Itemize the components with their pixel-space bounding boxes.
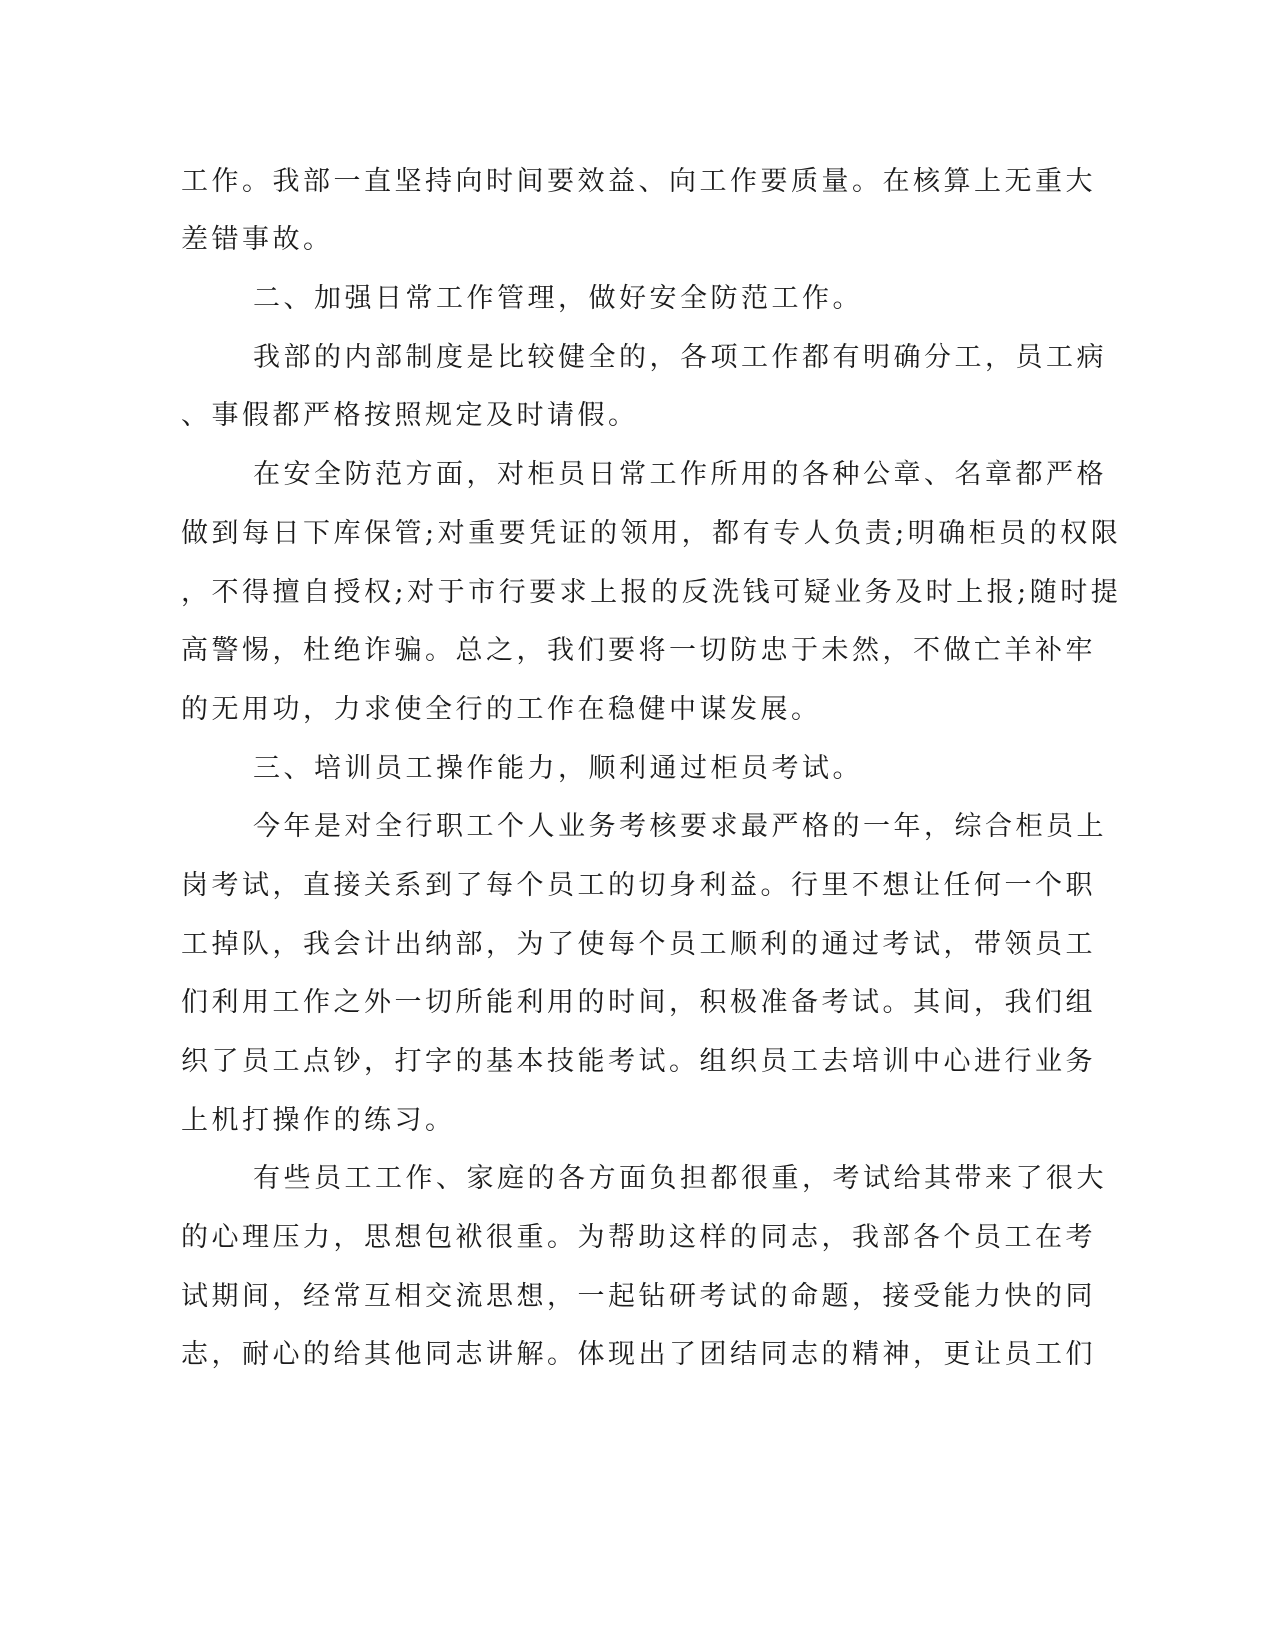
text-line: 我部的内部制度是比较健全的，各项工作都有明确分工，员工病: [253, 342, 1107, 373]
text-line: 志，耐心的给其他同志讲解。体现出了团结同志的精神，更让员工们: [181, 1339, 1096, 1370]
text-line: 今年是对全行职工个人业务考核要求最严格的一年，综合柜员上: [253, 811, 1107, 842]
text-line: 在安全防范方面，对柜员日常工作所用的各种公章、名章都严格: [253, 459, 1107, 490]
section-heading: 二、加强日常工作管理，做好安全防范工作。: [253, 283, 863, 314]
text-line: 有些员工工作、家庭的各方面负担都很重，考试给其带来了很大: [253, 1163, 1107, 1194]
text-line: 、事假都严格按照规定及时请假。: [181, 400, 639, 431]
section-heading: 三、培训员工操作能力，顺利通过柜员考试。: [253, 753, 863, 784]
text-line: 的心理压力，思想包袱很重。为帮助这样的同志，我部各个员工在考: [181, 1222, 1096, 1253]
text-line: 们利用工作之外一切所能利用的时间，积极准备考试。其间，我们组: [181, 987, 1096, 1018]
text-line: 工作。我部一直坚持向时间要效益、向工作要质量。在核算上无重大: [181, 166, 1096, 197]
text-line: 差错事故。: [181, 224, 334, 255]
text-line: 上机打操作的练习。: [181, 1105, 456, 1136]
text-line: 织了员工点钞，打字的基本技能考试。组织员工去培训中心进行业务: [181, 1046, 1096, 1077]
text-line: ，不得擅自授权;对于市行要求上报的反洗钱可疑业务及时上报;随时提: [181, 577, 1122, 608]
text-line: 试期间，经常互相交流思想，一起钻研考试的命题，接受能力快的同: [181, 1281, 1096, 1312]
text-line: 岗考试，直接关系到了每个员工的切身利益。行里不想让任何一个职: [181, 870, 1096, 901]
text-line: 的无用功，力求使全行的工作在稳健中谋发展。: [181, 694, 822, 725]
text-line: 工掉队，我会计出纳部，为了使每个员工顺利的通过考试，带领员工: [181, 929, 1096, 960]
text-line: 高警惕，杜绝诈骗。总之，我们要将一切防忠于未然，不做亡羊补牢: [181, 635, 1096, 666]
text-line: 做到每日下库保管;对重要凭证的领用，都有专人负责;明确柜员的权限: [181, 518, 1122, 549]
